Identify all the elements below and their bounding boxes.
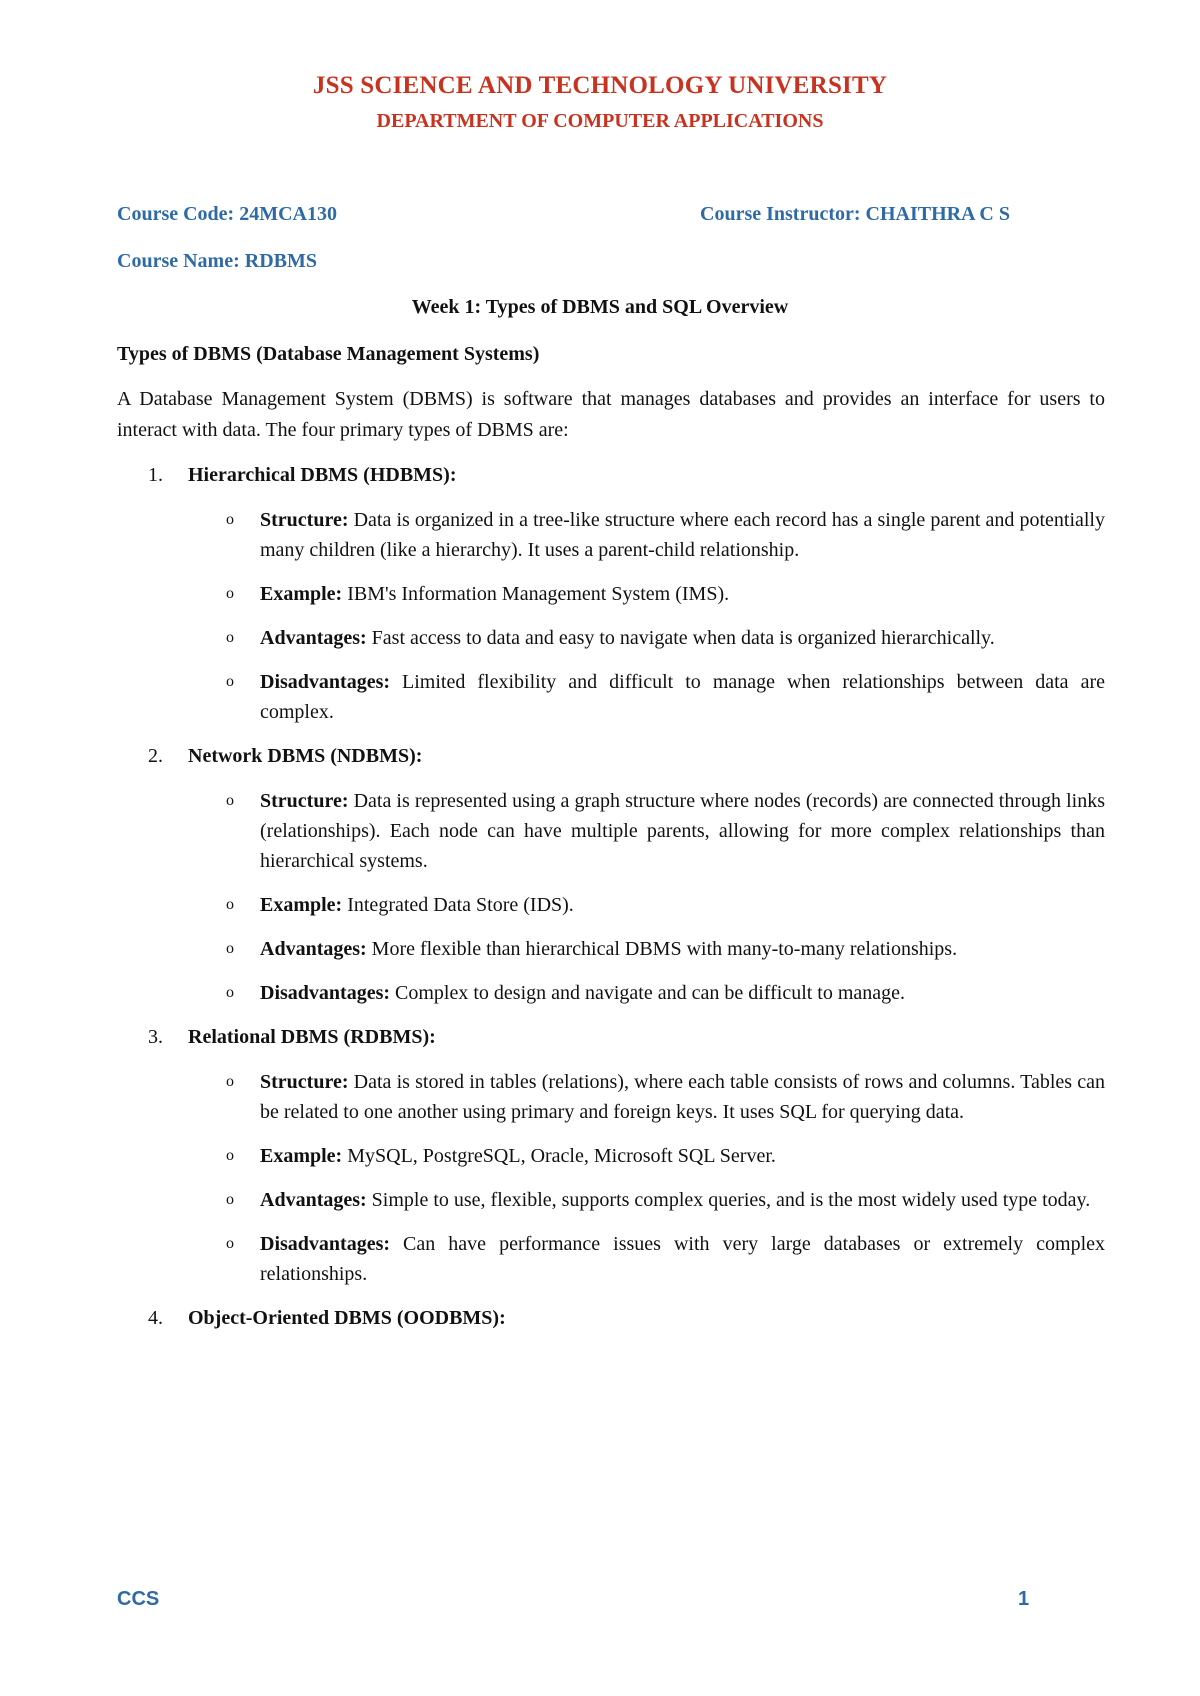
bullet-text (260, 1185, 1105, 1215)
bullet-text (260, 934, 1105, 964)
bullet-label: Disadvantages: (260, 1233, 391, 1255)
bullet-body: Integrated Data Store (IDS). (342, 894, 574, 916)
bullet-label: Structure: (260, 1071, 349, 1093)
bullet-icon: o (226, 673, 234, 690)
bullet-icon: o (226, 1235, 234, 1252)
bullet-text (260, 579, 1105, 609)
bullet-body: More flexible than hierarchical DBMS with many-to-many relationships. (366, 938, 958, 960)
dbms-type-title (117, 1303, 1105, 1334)
bullet-body: Data is organized in a tree-like structure where each record has a single parent and potentially many children (like a hierarchy). It uses a parent-child relationship. (260, 509, 1105, 561)
dbms-type-title (117, 1022, 1105, 1053)
bullet-icon: o (226, 585, 234, 602)
bullet-icon: o (226, 792, 234, 809)
bullet-label: Structure: (260, 790, 349, 812)
bullet-item (220, 667, 1105, 727)
bullet-body: IBM's Information Management System (IMS). (342, 583, 730, 605)
bullet-text (260, 890, 1105, 920)
dbms-type-item (117, 1303, 1105, 1334)
course-instructor: Course Instructor: CHAITHRA C S (700, 203, 1010, 225)
bullet-text (260, 786, 1105, 876)
bullet-text (260, 1141, 1105, 1171)
bullet-body: Data is stored in tables (relations), where each table consists of rows and columns. Tables can be related to one another using primary and foreign keys. It uses SQL for querying data. (260, 1071, 1105, 1123)
week-title: Week 1: Types of DBMS and SQL Overview (411, 296, 789, 318)
department-title: DEPARTMENT OF COMPUTER APPLICATIONS (376, 110, 824, 132)
bullet-label: Disadvantages: (260, 982, 391, 1004)
dbms-types-list (117, 460, 1105, 1348)
list-number: 1. (148, 464, 163, 486)
bullet-item (220, 786, 1105, 876)
bullet-body: Data is represented using a graph structure where nodes (records) are connected through links (relationships). Each node can have multiple parents, allowing for more complex relationships than hierarchical systems. (260, 790, 1105, 872)
bullet-text (260, 1229, 1105, 1289)
bullet-label: Example: (260, 894, 343, 916)
course-code: Course Code: 24MCA130 (117, 203, 337, 225)
course-name: Course Name: RDBMS (117, 250, 317, 272)
bullet-body: Simple to use, flexible, supports complex queries, and is the most widely used type today. (366, 1189, 1091, 1211)
bullet-icon: o (226, 1191, 234, 1208)
bullet-text (260, 667, 1105, 727)
bullet-item (220, 1229, 1105, 1289)
dbms-type-title (117, 741, 1105, 772)
bullet-item (220, 623, 1105, 653)
bullet-text (260, 1067, 1105, 1127)
bullet-body: Can have performance issues with very large databases or extremely complex relationships. (260, 1233, 1105, 1285)
footer-initials: CCS (117, 1588, 160, 1610)
bullet-item (220, 934, 1105, 964)
bullet-label: Advantages: (260, 627, 367, 649)
dbms-type-name: Relational DBMS (RDBMS): (188, 1026, 436, 1048)
bullet-item (220, 1067, 1105, 1127)
bullet-item (220, 1141, 1105, 1171)
dbms-type-name: Hierarchical DBMS (HDBMS): (188, 464, 457, 486)
bullet-item (220, 579, 1105, 609)
list-number: 2. (148, 745, 163, 767)
dbms-type-item (117, 1022, 1105, 1289)
bullet-icon: o (226, 1073, 234, 1090)
bullet-label: Example: (260, 583, 343, 605)
bullet-label: Advantages: (260, 938, 367, 960)
bullet-item (220, 1185, 1105, 1215)
bullet-body: MySQL, PostgreSQL, Oracle, Microsoft SQL Server. (342, 1145, 776, 1167)
bullet-label: Disadvantages: (260, 671, 391, 693)
bullet-text (260, 978, 1105, 1008)
dbms-type-title (117, 460, 1105, 491)
bullet-label: Structure: (260, 509, 349, 531)
bullet-item (220, 890, 1105, 920)
university-title: JSS SCIENCE AND TECHNOLOGY UNIVERSITY (312, 72, 888, 99)
intro-paragraph: A Database Management System (DBMS) is software that manages databases and provides an interface for users to interact with data. The four primary types of DBMS are: (117, 388, 1105, 441)
bullet-text (260, 623, 1105, 653)
bullet-item (220, 978, 1105, 1008)
bullet-body: Limited flexibility and difficult to manage when relationships between data are complex. (260, 671, 1105, 723)
dbms-type-item (117, 460, 1105, 727)
page-number: 1 (1018, 1588, 1030, 1610)
bullet-body: Complex to design and navigate and can be difficult to manage. (390, 982, 906, 1004)
bullet-icon: o (226, 940, 234, 957)
bullet-label: Advantages: (260, 1189, 367, 1211)
dbms-type-name: Object-Oriented DBMS (OODBMS): (188, 1307, 506, 1329)
bullet-body: Fast access to data and easy to navigate when data is organized hierarchically. (366, 627, 995, 649)
bullet-icon: o (226, 629, 234, 646)
dbms-type-name: Network DBMS (NDBMS): (188, 745, 423, 767)
bullet-icon: o (226, 1147, 234, 1164)
bullet-icon: o (226, 511, 234, 528)
list-number: 4. (148, 1307, 163, 1329)
bullet-icon: o (226, 896, 234, 913)
section-heading: Types of DBMS (Database Management Systems) (117, 343, 540, 365)
bullet-text (260, 505, 1105, 565)
bullet-label: Example: (260, 1145, 343, 1167)
bullet-icon: o (226, 984, 234, 1001)
bullet-item (220, 505, 1105, 565)
list-number: 3. (148, 1026, 163, 1048)
dbms-type-item (117, 741, 1105, 1008)
